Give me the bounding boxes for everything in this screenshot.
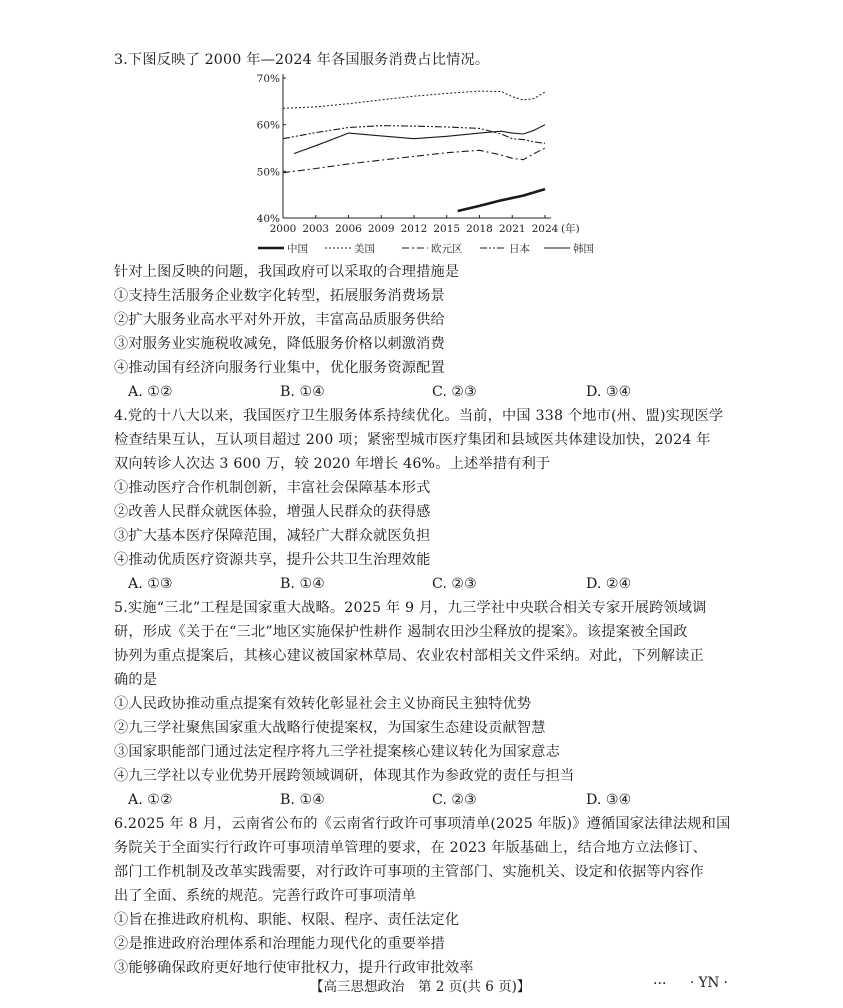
chart-y-tick-label: 70%: [256, 73, 280, 85]
q4-option-a[interactable]: A. ①③: [128, 576, 173, 592]
chart-x-tick-label: 2018: [466, 223, 493, 235]
q4-option-b[interactable]: B. ①④: [280, 576, 325, 592]
q4-option-d[interactable]: D. ②④: [586, 576, 632, 592]
chart-svg: [240, 70, 600, 265]
service-consumption-chart: [240, 70, 600, 265]
footer-region-code: · YN ·: [690, 975, 728, 991]
chart-series-line-1: [458, 189, 545, 211]
chart-x-tick-label: 2015: [433, 223, 461, 235]
q5-line-4: 确的是: [114, 672, 158, 688]
q5-line-1: 5.实施“三北”工程是国家重大战略。2025 年 9 月，九三学社中央联合相关专家开展跨领域调: [114, 600, 707, 616]
q3-option-a[interactable]: A. ①②: [128, 384, 173, 400]
q3-option-c[interactable]: C. ②③: [432, 384, 477, 400]
q5-item-1: ①人民政协推动重点提案有效转化彰显社会主义协商民主独特优势: [114, 696, 532, 712]
chart-series-line-4: [283, 126, 545, 144]
chart-legend-label: 欧元区: [431, 243, 463, 255]
chart-x-tick-label: 2009: [367, 223, 395, 235]
q3-item-1: ①支持生活服务企业数字化转型，拓展服务消费场景: [114, 288, 445, 304]
q3-option-d[interactable]: D. ③④: [586, 384, 632, 400]
q6-item-2: ②是推进政府治理体系和治理能力现代化的重要举措: [114, 936, 445, 952]
q6-line-2: 务院关于全面实行行政许可事项清单管理的要求，在 2023 年版基础上，结合地方立法修订、: [114, 840, 708, 856]
chart-series-line-2: [283, 91, 545, 108]
q3-item-2: ②扩大服务业高水平对外开放，丰富高品质服务供给: [114, 312, 445, 328]
q6-line-3: 部门工作机制及改革实践需要，对行政许可事项的主管部门、实施机关、设定和依据等内容作: [114, 864, 704, 880]
chart-x-tick-label: 2024: [531, 223, 559, 235]
q5-line-2: 研，形成《关于在“三北”地区实施保护性耕作 遏制农田沙尘释放的提案》。该提案被全国政: [114, 624, 688, 640]
q4-item-3: ③扩大基本医疗保障范围，减轻广大群众就医负担: [114, 528, 431, 544]
q4-item-1: ①推动医疗合作机制创新，丰富社会保障基本形式: [114, 480, 431, 496]
q4-option-c[interactable]: C. ②③: [432, 576, 477, 592]
q5-line-3: 协列为重点提案后，其核心建议被国家林草局、农业农村部相关文件采纳。对此，下列解读正: [114, 648, 704, 664]
chart-y-tick-label: 50%: [256, 166, 280, 179]
chart-x-tick-label: 2006: [335, 223, 362, 235]
q5-item-4: ④九三学社以专业优势开展跨领域调研，体现其作为参政党的责任与担当: [114, 768, 575, 784]
q3-item-3: ③对服务业实施税收减免，降低服务价格以刺激消费: [114, 336, 445, 352]
q4-line-1: 4.党的十八大以来，我国医疗卫生服务体系持续优化。当前，中国 338 个地市(州、盟)实现医学: [114, 408, 724, 424]
q5-item-3: ③国家职能部门通过法定程序将九三学社提案核心建议转化为国家意志: [114, 744, 561, 760]
q3-option-b[interactable]: B. ①④: [280, 384, 325, 400]
chart-x-tick-label: 2000: [269, 223, 297, 235]
chart-legend-label: 日本: [509, 243, 530, 255]
q3-stem: 3.下图反映了 2000 年—2024 年各国服务消费占比情况。: [114, 52, 490, 68]
footer-dots: …: [653, 972, 667, 988]
q3-item-4: ④推动国有经济向服务行业集中，优化服务资源配置: [114, 360, 445, 376]
page-footer: 【高三思想政治 第 2 页(共 6 页)】: [310, 979, 531, 995]
q4-line-3: 双向转诊人次达 3 600 万，较 2020 年增长 46%。上述举措有利于: [114, 456, 551, 472]
q4-item-2: ②改善人民群众就医体验，增强人民群众的获得感: [114, 504, 431, 520]
q5-option-d[interactable]: D. ③④: [586, 792, 632, 808]
q4-line-2: 检查结果互认，互认项目超过 200 项；紧密型城市医疗集团和县域医共体建设加快，2024 年: [114, 432, 711, 448]
chart-x-tick-label: 2012: [400, 223, 428, 235]
chart-y-tick-label: 60%: [256, 119, 280, 132]
chart-series-line-5: [294, 125, 545, 154]
q5-item-2: ②九三学社聚焦国家重大战略行使提案权，为国家生态建设贡献智慧: [114, 720, 546, 736]
q6-item-3: ③能够确保政府更好地行使审批权力，提升行政审批效率: [114, 960, 474, 976]
q5-option-a[interactable]: A. ①②: [128, 792, 173, 808]
q5-option-c[interactable]: C. ②③: [432, 792, 477, 808]
q3-question: 针对上图反映的问题，我国政府可以采取的合理措施是: [114, 264, 460, 280]
q6-line-4: 出了全面、系统的规范。完善行政许可事项清单: [114, 888, 417, 904]
q6-line-1: 6.2025 年 8 月，云南省公布的《云南省行政许可事项清单(2025 年版)》遵循国家法律法规和国: [114, 816, 731, 832]
chart-legend-label: 韩国: [573, 243, 594, 255]
chart-x-tick-label: 2021: [498, 223, 526, 235]
q4-item-4: ④推动优质医疗资源共享，提升公共卫生治理效能: [114, 552, 431, 568]
chart-series-line-3: [283, 148, 545, 173]
chart-legend-label: 美国: [354, 243, 375, 255]
chart-legend-label: 中国: [287, 243, 308, 255]
chart-x-unit: (年): [561, 223, 580, 235]
q5-option-b[interactable]: B. ①④: [280, 792, 325, 808]
chart-y-tick-label: 40%: [256, 213, 280, 225]
q6-item-1: ①旨在推进政府机构、职能、权限、程序、责任法定化: [114, 912, 460, 928]
chart-x-tick-label: 2003: [302, 223, 330, 235]
